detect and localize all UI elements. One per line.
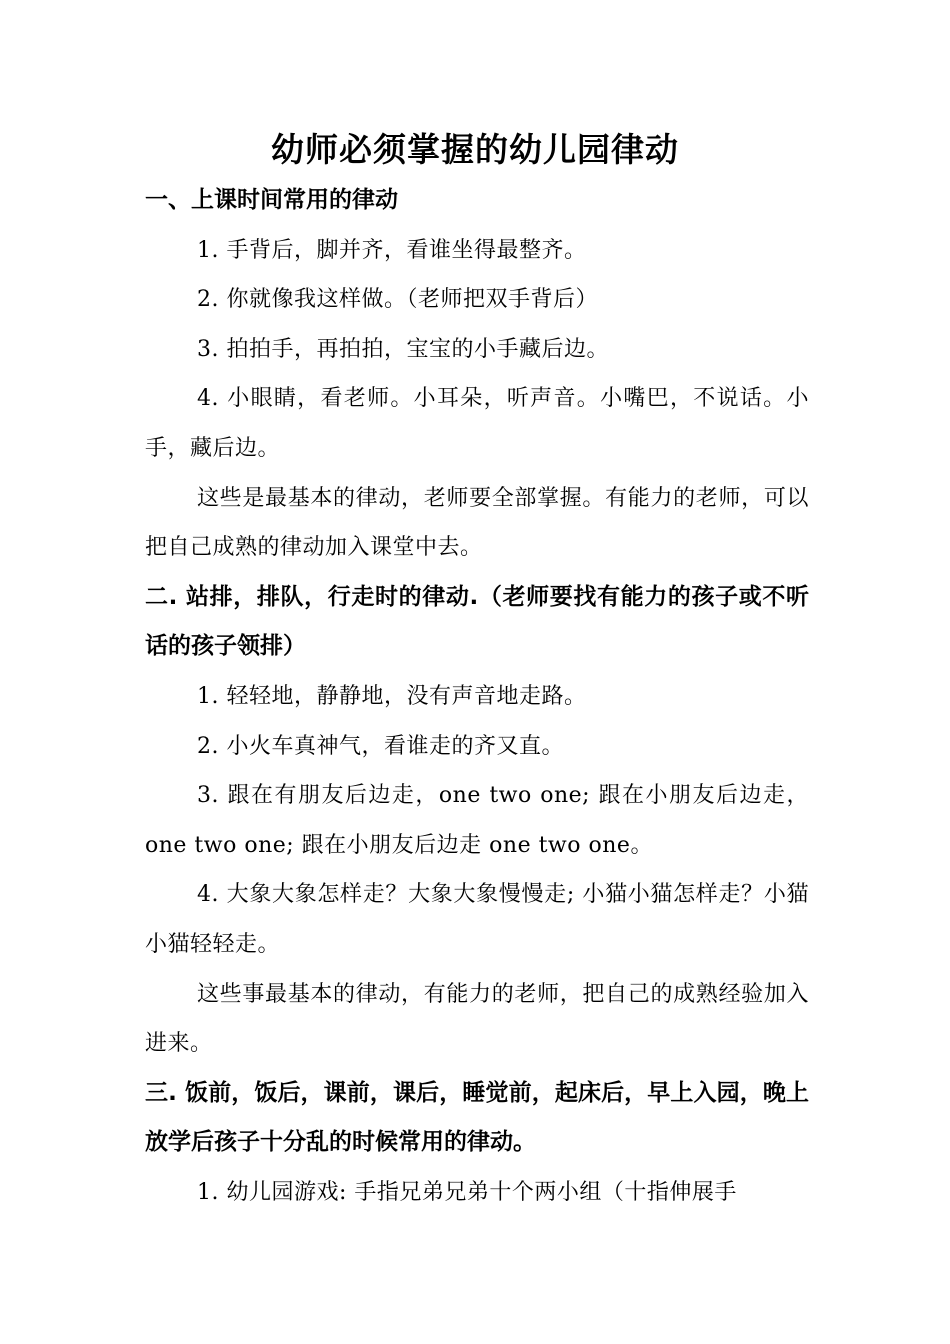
list-item: 2. 小火车真神气，看谁走的齐又直。 [197, 733, 564, 759]
document-body [145, 176, 809, 1217]
list-item: 1. 幼儿园游戏: 手指兄弟兄弟十个两小组（十指伸展手 [197, 1179, 737, 1205]
list-item: 1. 轻轻地，静静地，没有声音地走路。 [197, 683, 587, 709]
list-item: 4. 小眼睛，看老师。小耳朵，听声音。小嘴巴，不说话。小手，藏后边。 [145, 386, 809, 461]
section-note: 这些事最基本的律动，有能力的老师，把自己的成熟经验加入进来。 [145, 981, 809, 1057]
section-heading: 一、上课时间常用的律动 [145, 187, 398, 213]
list-item: 3. 跟在有朋友后边走，one two one; 跟在小朋友后边走，one two one; 跟在小朋友后边走 one two one。 [145, 783, 809, 858]
section-heading: 三. 饭前，饭后，课前，课后，睡觉前，起床后，早上入园，晚上放学后孩子十分乱的时候常用的律动。 [145, 1079, 809, 1156]
list-item: 4. 大象大象怎样走？大象大象慢慢走; 小猫小猫怎样走？小猫小猫轻轻走。 [145, 882, 809, 957]
list-item: 1. 手背后，脚并齐，看谁坐得最整齐。 [197, 237, 587, 263]
section-note: 这些是最基本的律动，老师要全部掌握。有能力的老师，可以把自己成熟的律动加入课堂中去。 [145, 485, 809, 561]
list-item: 2. 你就像我这样做。（老师把双手背后） [197, 287, 598, 313]
document-title: 幼师必须掌握的幼儿园律动 [271, 130, 679, 169]
list-item: 3. 拍拍手，再拍拍，宝宝的小手藏后边。 [197, 336, 609, 362]
section-heading: 二. 站排，排队，行走时的律动.（老师要找有能力的孩子或不听话的孩子领排） [145, 583, 809, 660]
